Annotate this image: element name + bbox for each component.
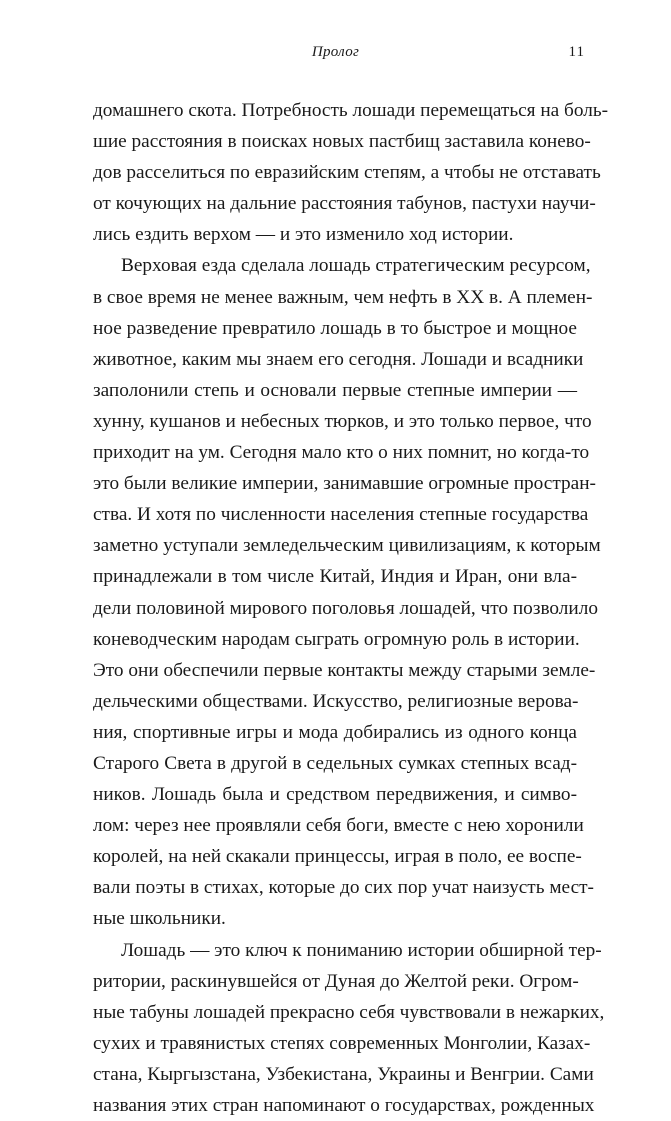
text-line: Лошадь — это ключ к пониманию истории обширной тер- <box>121 939 602 961</box>
text-line: в свое время не менее важным, чем нефть в XX в. А племен- <box>93 286 593 308</box>
text-line: приходит на ум. Сегодня мало кто о них помнит, но когда-то <box>93 442 590 464</box>
text-line: принадлежали в том числе Китай, Индия и Иран, они вла- <box>93 566 577 588</box>
text-line: от кочующих на дальние расстояния табунов, пастухи научи- <box>93 193 596 215</box>
text-line: лись ездить верхом — и это изменило ход истории. <box>93 224 514 246</box>
text-line: лом: через нее проявляли себя боги, вместе с нею хоронили <box>93 815 584 837</box>
text-line: дельческими обществами. Искусство, религиозные верова- <box>93 690 579 712</box>
text-line: ния, спортивные игры и мода добирались из одного конца <box>93 721 577 743</box>
text-line: королей, на ней скакали принцессы, играя в поло, ее воспе- <box>93 846 582 868</box>
text-line: названия этих стран напоминают о государствах, рожденных <box>93 1095 595 1116</box>
text-line: вали поэты в стихах, которые до сих пор учат наизусть мест- <box>93 877 594 899</box>
text-line: заметно уступали земледельческим цивилизациям, к которым <box>93 535 601 557</box>
running-header <box>0 44 671 68</box>
page-number: 11 <box>568 44 585 60</box>
text-line: шие расстояния в поисках новых пастбищ заставила конево- <box>93 131 591 153</box>
text-line: дели половиной мирового поголовья лошадей, что позволило <box>93 597 599 619</box>
text-line: ства. И хотя по численности населения степные государства <box>93 504 589 526</box>
text-line: ные табуны лошадей прекрасно себя чувствовали в нежарких, <box>93 1001 605 1023</box>
text-line: домашнего скота. Потребность лошади перемещаться на боль- <box>93 100 609 121</box>
text-line: Это они обеспечили первые контакты между старыми земле- <box>93 659 596 681</box>
text-line: дов расселиться по евразийским степям, а чтобы не отставать <box>93 162 601 184</box>
body-text <box>93 95 609 1121</box>
text-line: хунну, кушанов и небесных тюрков, и это только первое, что <box>93 410 592 432</box>
text-line: Старого Света в другой в седельных сумках степных всад- <box>93 752 577 774</box>
text-line: заполонили степь и основали первые степные империи — <box>93 379 577 401</box>
text-line: стана, Кыргызстана, Узбекистана, Украины и Венгрии. Сами <box>93 1063 594 1085</box>
text-line: сухих и травянистых степях современных Монголии, Казах- <box>93 1032 591 1054</box>
text-line: это были великие империи, занимавшие огромные простран- <box>93 473 596 495</box>
text-line: коневодческим народам сыграть огромную роль в истории. <box>93 628 580 650</box>
text-line: ное разведение превратило лошадь в то быстрое и мощное <box>93 317 577 339</box>
running-header-title: Пролог <box>311 44 360 60</box>
text-line: ников. Лошадь была и средством передвижения, и симво- <box>93 784 577 806</box>
text-line: животное, каким мы знаем его сегодня. Лошади и всадники <box>93 348 584 370</box>
text-line: ные школьники. <box>93 908 226 930</box>
text-line: Верховая езда сделала лошадь стратегическим ресурсом, <box>121 255 591 277</box>
text-line: ритории, раскинувшейся от Дуная до Желтой реки. Огром- <box>93 970 579 992</box>
